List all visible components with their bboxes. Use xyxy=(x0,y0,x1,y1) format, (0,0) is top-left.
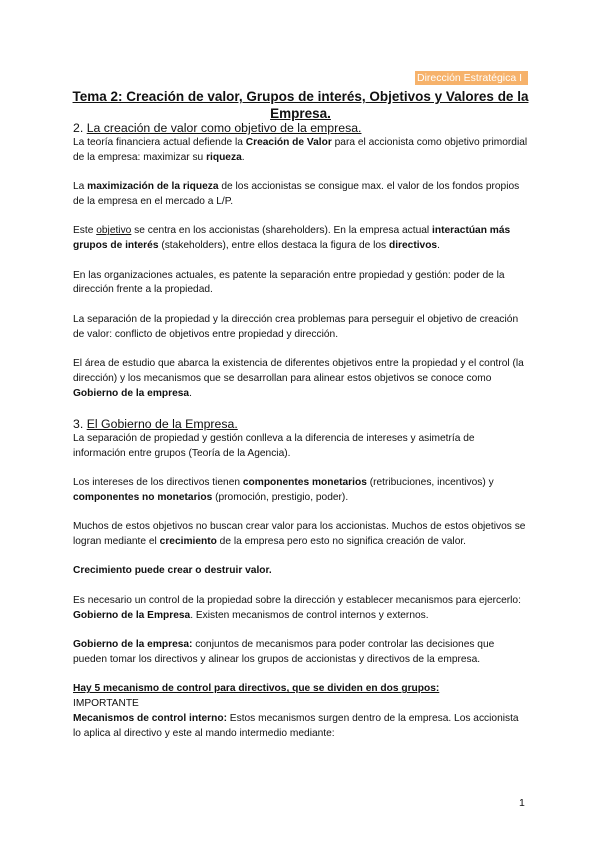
bold-text: componentes monetarios xyxy=(242,477,367,489)
paragraph xyxy=(73,136,528,166)
underlined-text: objetivo xyxy=(96,225,132,237)
bold-text: Gobierno de la empresa: xyxy=(73,639,193,651)
important-note: IMPORTANTE xyxy=(73,698,139,710)
subject-tag: Dirección Estratégica I xyxy=(415,71,528,85)
paragraph xyxy=(73,224,528,254)
bold-text: componentes no monetarios xyxy=(73,491,213,503)
definition-paragraph xyxy=(73,638,528,668)
bold-underlined-text: Hay 5 mecanismo de control para directivos, que se dividen en dos grupos: xyxy=(73,683,440,695)
key-statement xyxy=(73,564,528,579)
paragraph xyxy=(73,476,528,506)
section-number: 3. xyxy=(73,416,84,431)
page-title: Tema 2: Creación de valor, Grupos de interés, Objetivos y Valores de la Empresa. xyxy=(72,89,529,121)
section-number: 2. xyxy=(73,121,84,135)
bold-text: Gobierno de la empresa xyxy=(73,387,190,399)
text-run: (stakeholders), entre ellos destaca la figura de los xyxy=(158,240,389,252)
text-run: conjuntos de mecanismos para poder controlar las decisiones que pueden tomar los directivos y alinear los grupos de accionistas y directivos de la empresa. xyxy=(73,639,495,665)
text-run: Muchos de estos objetivos no buscan crear valor para los accionistas. Muchos de estos objetivos se logran mediante el xyxy=(73,521,526,548)
page-number: 1 xyxy=(519,797,525,809)
text-run: de la empresa pero esto no significa creación de valor. xyxy=(216,536,467,548)
text-run: El área de estudio que abarca la existencia de diferentes objetivos entre la propiedad y el control (la dirección) y los mecanismos que se desarrollan para alinear estos objetivos se conoce como xyxy=(73,357,524,384)
section-2-heading xyxy=(73,120,528,136)
text-run: (promoción, prestigio, poder). xyxy=(212,491,349,503)
text-run: para el accionista como objetivo primordial de la empresa: maximizar su xyxy=(73,137,528,163)
text-run: La xyxy=(73,181,88,193)
paragraph xyxy=(73,180,528,210)
text-run: . xyxy=(241,151,245,163)
document-body xyxy=(73,120,528,741)
text-run: . xyxy=(189,387,192,399)
text-run: Los intereses de los directivos tienen xyxy=(73,477,243,489)
paragraph: En las organizaciones actuales, es patente la separación entre propiedad y gestión: poder de la dirección frente a la propiedad. xyxy=(73,269,505,296)
paragraph xyxy=(73,357,528,401)
text-run: . xyxy=(437,240,440,252)
section-3-heading xyxy=(73,416,528,432)
bold-text: Creación de Valor xyxy=(245,137,332,148)
paragraph: La separación de la propiedad y la dirección crea problemas para perseguir el objetivo de creación de valor: conflicto de objetivos entre propiedad y dirección. xyxy=(73,313,519,340)
bold-text: interactúan más grupos de interés xyxy=(73,225,511,252)
text-run: . Existen mecanismos de control internos y externos. xyxy=(190,609,429,621)
paragraph xyxy=(73,520,528,550)
paragraph: La separación de propiedad y gestión conlleva a la diferencia de intereses y asimetría de información entre grupos (Teoría de la Agencia). xyxy=(73,432,475,459)
text-run: de los accionistas se consigue max. el valor de los fondos propios de la empresa en el mercado a L/P. xyxy=(73,181,520,207)
paragraph xyxy=(73,712,528,742)
bold-text: Gobierno de la Empresa xyxy=(73,609,191,621)
mechanisms-heading xyxy=(73,682,528,697)
text-run: Estos mecanismos surgen dentro de la empresa. Los accionista lo aplica al directivo y este al mando intermedio mediante: xyxy=(73,712,519,739)
bold-text: maximización de la riqueza xyxy=(87,181,219,193)
text-run: Este xyxy=(73,225,97,237)
section-title: La creación de valor como objetivo de la empresa. xyxy=(86,121,362,135)
bold-text: crecimiento xyxy=(159,536,217,548)
text-run: se centra en los accionistas (shareholders). En la empresa actual xyxy=(131,225,433,237)
paragraph xyxy=(73,594,528,624)
bold-text: riqueza xyxy=(206,151,242,163)
text-run: (retribuciones, incentivos) y xyxy=(366,477,494,489)
bold-text: Crecimiento puede crear o destruir valor. xyxy=(73,565,272,577)
bold-text: directivos xyxy=(388,240,438,252)
section-title: El Gobierno de la Empresa. xyxy=(86,416,238,431)
text-run: La teoría financiera actual defiende la xyxy=(73,137,246,148)
bold-text: Mecanismos de control interno: xyxy=(73,712,227,724)
text-run: Es necesario un control de la propiedad sobre la dirección y establecer mecanismos para ejercerlo: xyxy=(73,594,521,606)
